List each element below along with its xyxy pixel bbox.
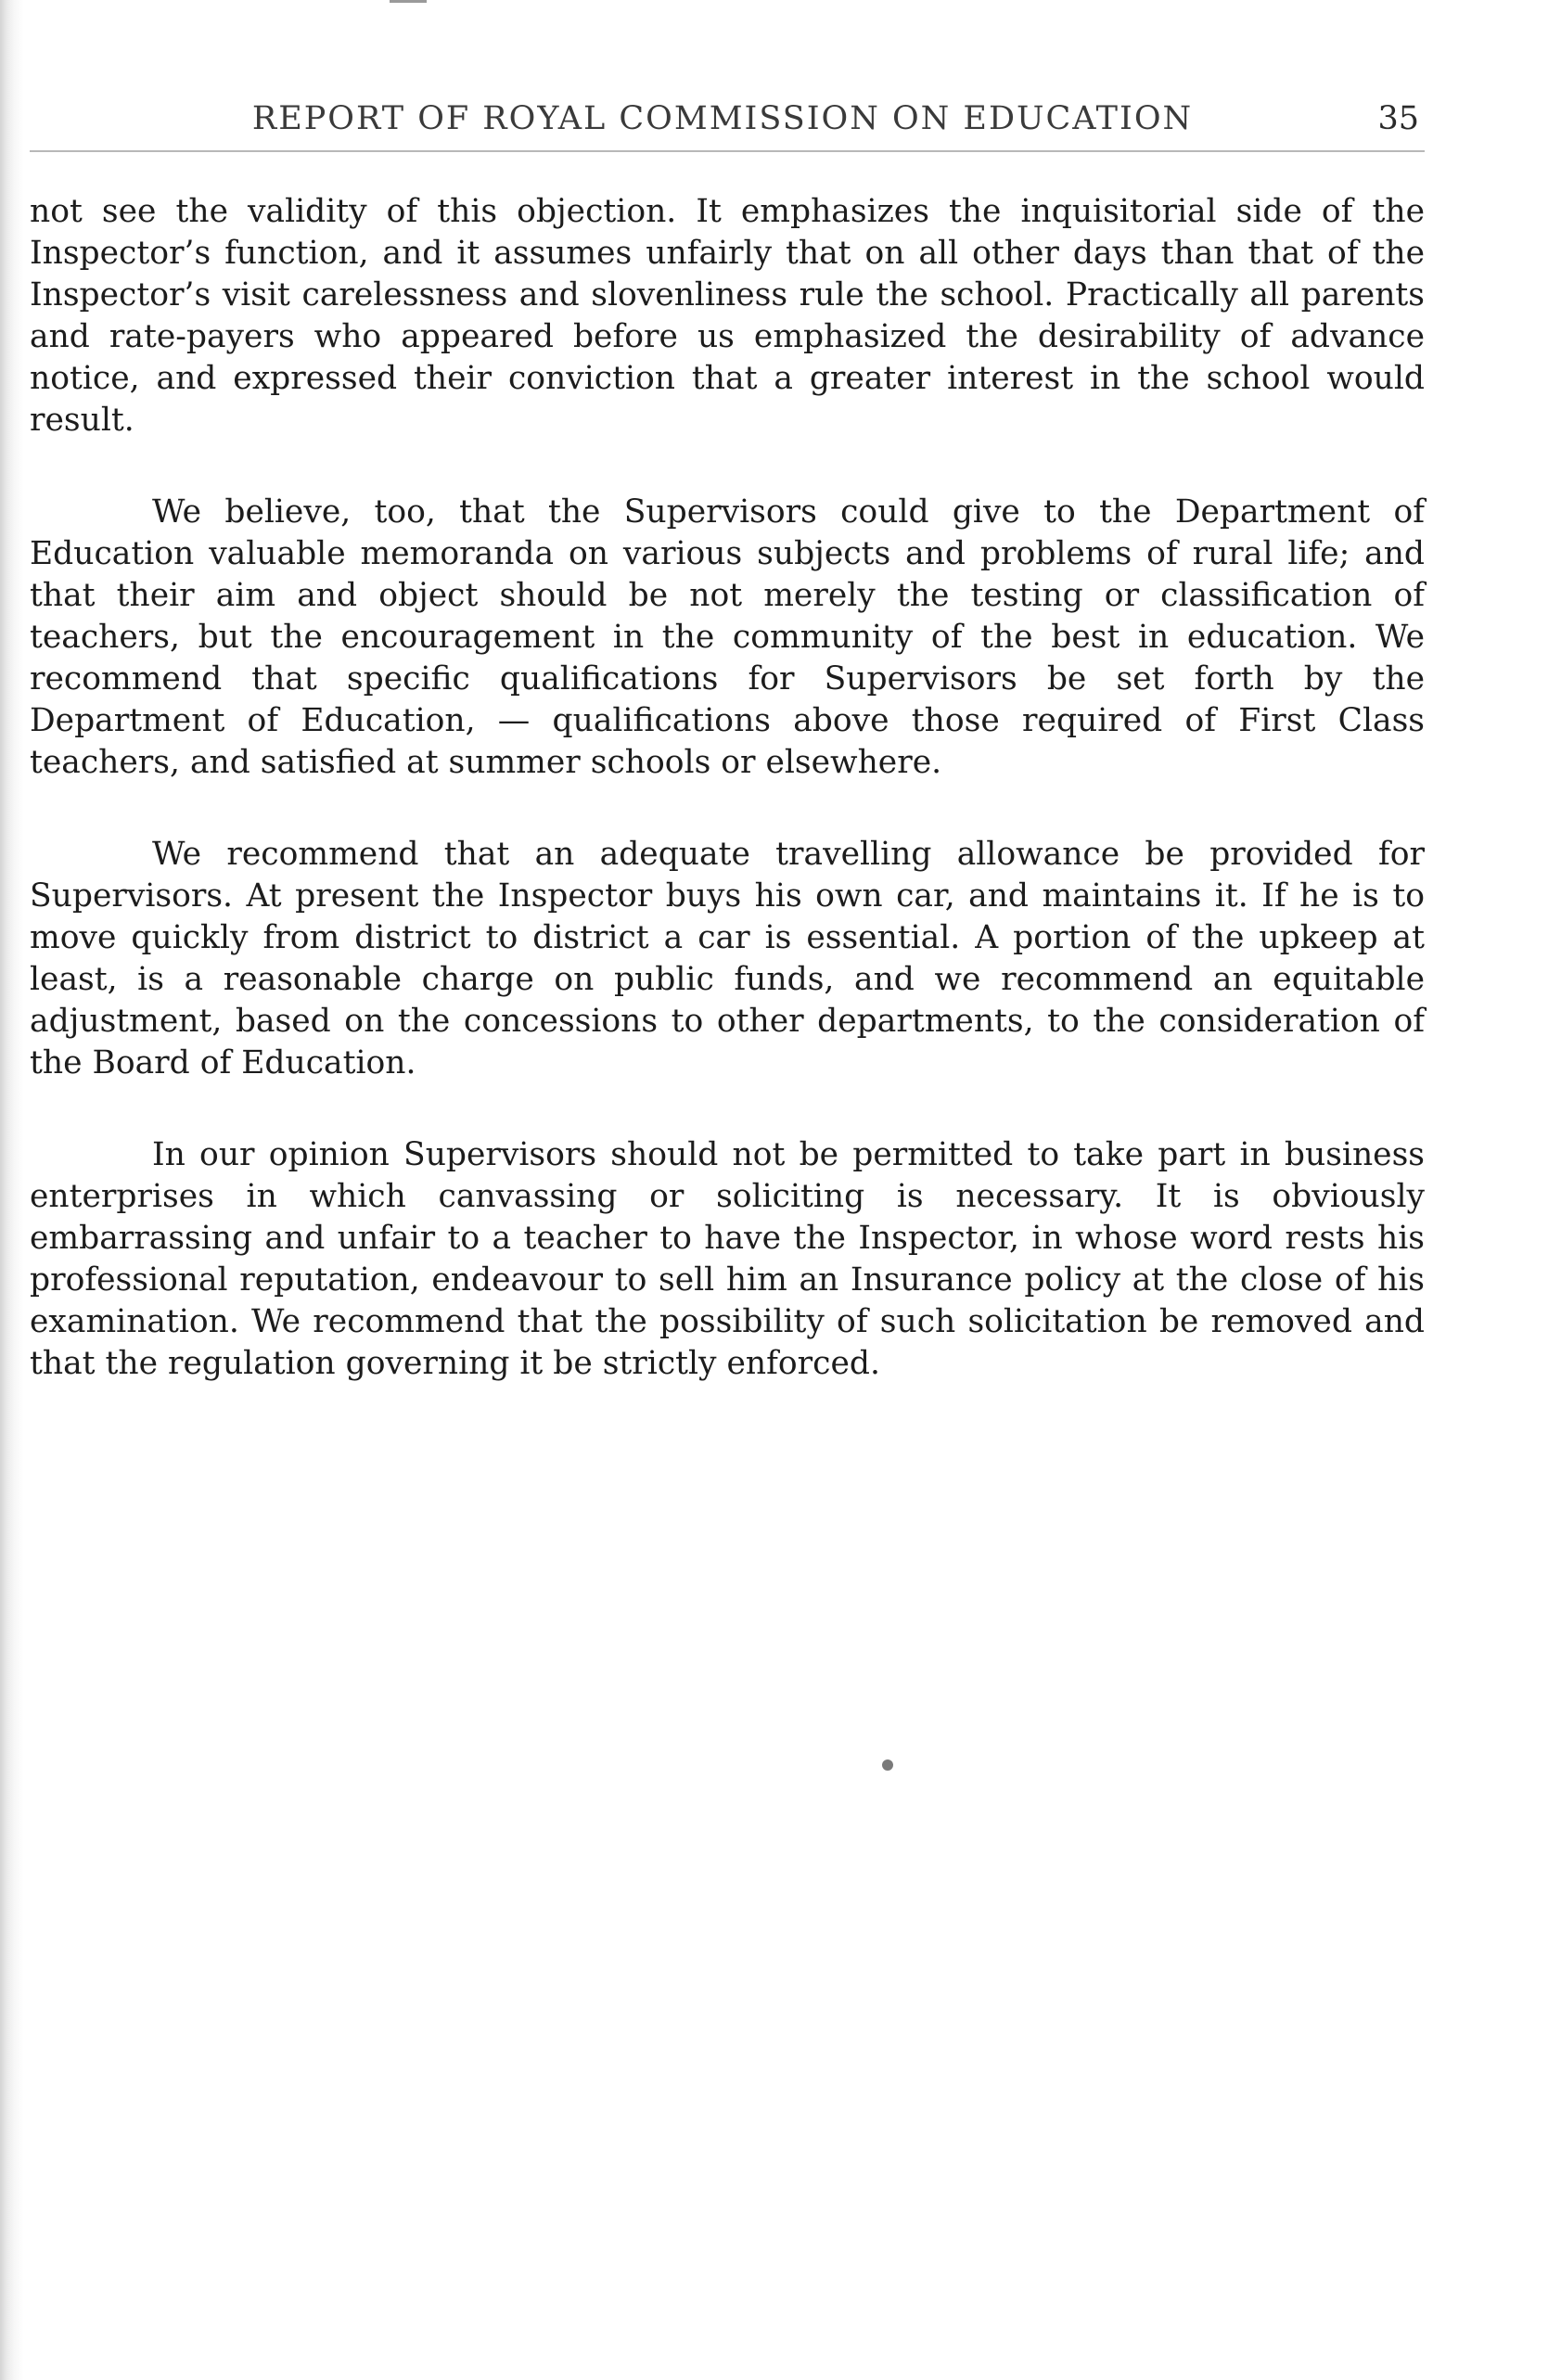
page-number: 35 [1377,100,1419,137]
ink-speck [882,1759,893,1771]
page-header [30,91,1425,152]
running-head: REPORT OF ROYAL COMMISSION ON EDUCATION [251,100,1194,137]
paragraph-business-enterprises: In our opinion Supervisors should not be permitted to take part in business enterprises in which canvassing or soliciting is necessary. It is obviously embarrassing and unfair to a teacher to have the Inspector, in whose word rests his professional reputation, endeavour to sell him an Insurance policy at the close of his examination. We recommend that the possibility of such solicitation be removed and that the regulation governing it be strictly enforced. [30,1136,1425,1382]
scan-mark [390,0,427,3]
paragraph-travelling-allowance: We recommend that an adequate travelling allowance be provided for Supervisors. At present the Inspector buys his own car, and maintains it. If he is to move quickly from district to district a car is essential. A portion of the upkeep at least, is a reasonable charge on public funds, and we recommend an equitable adjustment, based on the concessions to other departments, to the consideration of the Board of Education. [30,836,1425,1081]
paragraph-continued: not see the validity of this objection. It emphasizes the inquisitorial side of the Inspector’s function, and it assumes unfairly that on all other days than that of the Inspector’s visit carelessness and slovenliness rule the school. Practically all parents and rate-payers who appeared before us emphasized the desirability of advance notice, and expressed their conviction that a greater interest in the school would result. [30,193,1425,439]
paragraph-supervisors-memoranda: We believe, too, that the Supervisors could give to the Department of Education valuable memoranda on various subjects and problems of rural life; and that their aim and object should be not merely the testing or classification of teachers, but the encouragement in the community of the best in education. We recommend that specific qualifications for Supervisors be set forth by the Department of Education, — qualifications above those required of First Class teachers, and satisfied at summer schools or elsewhere. [30,493,1425,781]
body-text [30,191,1425,1435]
binding-shadow [0,0,24,2380]
